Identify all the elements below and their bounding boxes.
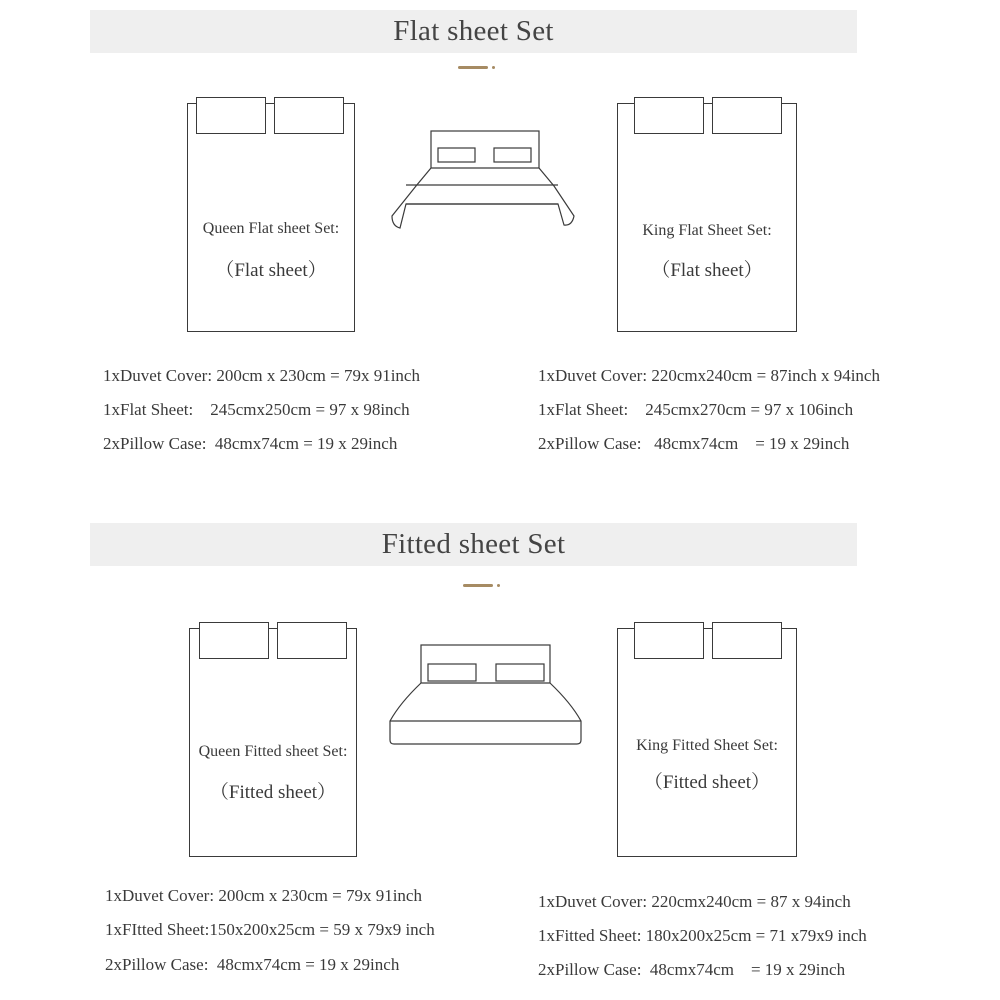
king-fitted-sub: （Fitted sheet）	[643, 772, 771, 793]
pillow-left	[196, 97, 266, 134]
pillow-right	[274, 97, 344, 134]
pillow-left	[634, 97, 704, 134]
king-fitted-spec-duvet: 1xDuvet Cover: 220cmx240cm = 87 x 94inch	[538, 892, 851, 911]
king-fitted-spec-pillow: 2xPillow Case: 48cmx74cm = 19 x 29inch	[538, 960, 846, 979]
flat-section-banner	[90, 10, 857, 53]
fitted-section-title: Fitted sheet Set	[381, 528, 566, 560]
queen-flat-bed-diagram	[187, 103, 355, 332]
queen-fitted-spec-sheet: 1xFItted Sheet:150x200x25cm = 59 x 79x9 inch	[105, 920, 435, 939]
king-fitted-label: King Fitted Sheet Set:	[636, 737, 778, 754]
pillow-left	[634, 622, 704, 659]
queen-fitted-label: Queen Fitted sheet Set:	[198, 743, 348, 760]
pillow-right	[712, 622, 782, 659]
pillow-left	[199, 622, 269, 659]
queen-flat-spec-sheet: 1xFlat Sheet: 245cmx250cm = 97 x 98inch	[103, 400, 410, 419]
king-fitted-bed-diagram	[617, 628, 797, 857]
queen-flat-label: Queen Flat sheet Set:	[202, 220, 340, 237]
queen-fitted-spec-duvet: 1xDuvet Cover: 200cm x 230cm = 79x 91inch	[105, 886, 422, 905]
fitted-bed-illustration	[386, 643, 586, 748]
fitted-section-banner	[90, 523, 857, 566]
king-flat-spec-duvet: 1xDuvet Cover: 220cmx240cm = 87inch x 94inch	[538, 366, 880, 385]
king-flat-spec-sheet: 1xFlat Sheet: 245cmx270cm = 97 x 106inch	[538, 400, 854, 419]
queen-flat-sub: （Flat sheet）	[215, 260, 327, 281]
flat-section-title: Flat sheet Set	[393, 15, 554, 47]
flat-bed-illustration	[388, 128, 578, 233]
queen-fitted-spec-pillow: 2xPillow Case: 48cmx74cm = 19 x 29inch	[105, 955, 400, 974]
queen-flat-spec-duvet: 1xDuvet Cover: 200cm x 230cm = 79x 91inch	[103, 366, 420, 385]
pillow-right	[712, 97, 782, 134]
king-flat-bed-diagram	[617, 103, 797, 332]
queen-fitted-bed-diagram	[189, 628, 357, 857]
pillow-right	[277, 622, 347, 659]
king-fitted-spec-sheet: 1xFitted Sheet: 180x200x25cm = 71 x79x9 inch	[538, 926, 867, 945]
king-flat-spec-pillow: 2xPillow Case: 48cmx74cm = 19 x 29inch	[538, 434, 850, 453]
king-flat-sub: （Flat sheet）	[651, 260, 763, 281]
king-flat-label: King Flat Sheet Set:	[642, 222, 772, 239]
queen-flat-spec-pillow: 2xPillow Case: 48cmx74cm = 19 x 29inch	[103, 434, 398, 453]
queen-fitted-sub: （Fitted sheet）	[209, 782, 337, 803]
